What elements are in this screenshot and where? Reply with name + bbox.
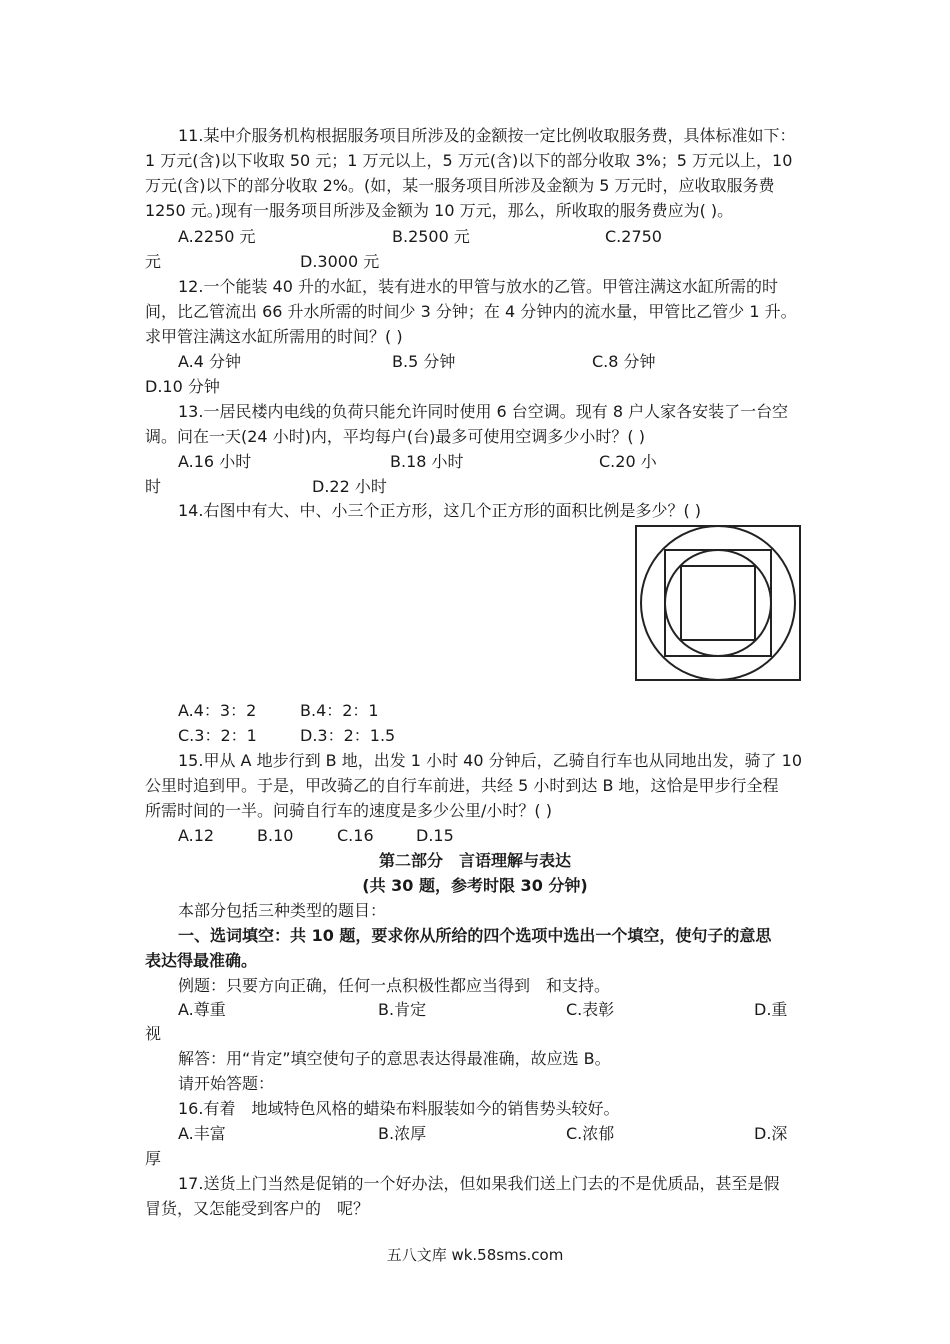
part1-heading-line-1: 一、选词填空：共 10 题，要求你从所给的四个选项中选出一个填空，使句子的意思	[178, 926, 772, 945]
small-square	[681, 566, 755, 640]
example-answer: 解答：用“肯定”填空使句子的意思表达得最准确，故应选 B。	[178, 1049, 611, 1068]
q12-option-c: C.8 分钟	[592, 352, 656, 371]
q16-option-b: B.浓厚	[378, 1124, 427, 1143]
section-subtitle: (共 30 题，参考时限 30 分钟)	[362, 876, 588, 895]
q16-option-c: C.浓郁	[566, 1124, 615, 1143]
squares-circles-figure	[634, 524, 802, 682]
q15-option-d: D.15	[416, 826, 454, 845]
q12-option-d: D.10 分钟	[145, 377, 220, 396]
q17-line-2: 冒货，又怎能受到客户的 呢？	[145, 1199, 370, 1218]
q11-line-4: 1250 元。)现有一服务项目所涉及金额为 10 万元，那么，所收取的服务费应为( )。	[145, 201, 734, 220]
q16-option-d-wrap: 厚	[145, 1149, 162, 1168]
q12-option-b: B.5 分钟	[392, 352, 456, 371]
q13-option-c: C.20 小	[599, 452, 657, 471]
q15-line-3: 所需时间的一半。问骑自行车的速度是多少公里/小时？( )	[145, 801, 552, 820]
q12-line-1: 12.一个能装 40 升的水缸，装有进水的甲管与放水的乙管。甲管注满这水缸所需的时	[178, 277, 778, 296]
example-question: 例题：只要方向正确，任何一点积极性都应当得到 和支持。	[178, 976, 611, 995]
q15-line-2: 公里时追到甲。于是，甲改骑乙的自行车前进，共经 5 小时到达 B 地，这恰是甲步行全程	[145, 776, 779, 795]
q17-line-1: 17.送货上门当然是促销的一个好办法，但如果我们送上门去的不是优质品，甚至是假	[178, 1174, 780, 1193]
q13-option-d: D.22 小时	[312, 477, 387, 496]
example-option-b: B.肯定	[378, 1000, 427, 1019]
q11-option-a: A.2250 元	[178, 227, 256, 246]
section-title: 第二部分 言语理解与表达	[378, 851, 571, 870]
q11-option-c: C.2750	[605, 227, 662, 246]
q11-line-1: 11.某中介服务机构根据服务项目所涉及的金额按一定比例收取服务费，具体标准如下：	[178, 126, 796, 145]
q14-option-d: D.3：2：1.5	[300, 726, 396, 745]
start-prompt: 请开始答题：	[178, 1074, 275, 1093]
q12-line-3: 求甲管注满这水缸所需用的时间？( )	[145, 327, 403, 346]
q15-option-a: A.12	[178, 826, 215, 845]
example-option-d-wrap: 视	[145, 1024, 162, 1043]
example-option-a: A.尊重	[178, 1000, 226, 1019]
q12-option-a: A.4 分钟	[178, 352, 242, 371]
q11-option-d: D.3000 元	[300, 252, 380, 271]
footer-watermark: 五八文库 wk.58sms.com	[386, 1246, 564, 1264]
q13-line-2: 调。问在一天(24 小时)内，平均每户(台)最多可使用空调多少小时？( )	[145, 427, 645, 446]
q13-option-c-wrap: 时	[145, 477, 162, 496]
q14-option-c: C.3：2：1	[178, 726, 257, 745]
q11-option-c-wrap: 元	[145, 252, 162, 271]
q14-line-1: 14.右图中有大、中、小三个正方形，这几个正方形的面积比例是多少？( )	[178, 501, 702, 520]
q13-option-b: B.18 小时	[390, 452, 464, 471]
q11-option-b: B.2500 元	[392, 227, 470, 246]
q11-line-3: 万元(含)以下的部分收取 2%。(如，某一服务项目所涉及金额为 5 万元时，应收取服务费	[145, 176, 775, 195]
q15-option-b: B.10	[257, 826, 294, 845]
q16-option-a: A.丰富	[178, 1124, 226, 1143]
example-option-d: D.重	[754, 1000, 788, 1019]
q15-option-c: C.16	[337, 826, 374, 845]
q12-line-2: 间，比乙管流出 66 升水所需的时间少 3 分钟；在 4 分钟内的流水量，甲管比乙管少 1 升。	[145, 302, 797, 321]
q13-line-1: 13.一居民楼内电线的负荷只能允许同时使用 6 台空调。现有 8 户人家各安装了一台空	[178, 402, 789, 421]
q16-option-d: D.深	[754, 1124, 788, 1143]
part1-heading-line-2: 表达得最准确。	[145, 951, 258, 970]
q11-line-2: 1 万元(含)以下收取 50 元；1 万元以上，5 万元(含)以下的部分收取 3%；5 万元以上，10	[145, 151, 793, 170]
q15-line-1: 15.甲从 A 地步行到 B 地，出发 1 小时 40 分钟后，乙骑自行车也从同地出发，骑了 10	[178, 751, 803, 770]
q14-option-b: B.4：2：1	[300, 701, 379, 720]
q16-line-1: 16.有着 地域特色风格的蜡染布料服装如今的销售势头较好。	[178, 1099, 620, 1118]
section-intro: 本部分包括三种类型的题目：	[178, 901, 387, 920]
example-option-c: C.表彰	[566, 1000, 615, 1019]
q14-option-a: A.4：3：2	[178, 701, 257, 720]
q13-option-a: A.16 小时	[178, 452, 252, 471]
